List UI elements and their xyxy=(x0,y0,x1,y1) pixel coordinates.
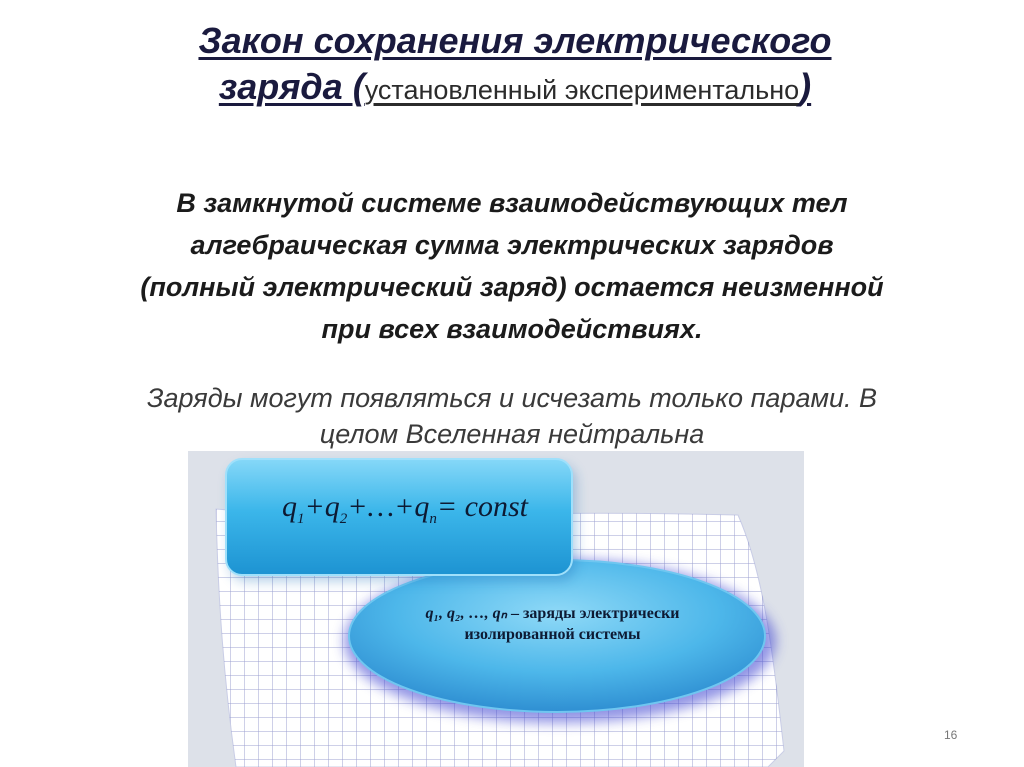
title-subtitle: установленный экспериментально xyxy=(364,75,800,105)
page-number: 16 xyxy=(944,728,958,742)
law-line-4: при всех взаимодействиях. xyxy=(321,314,703,344)
title-line-2-close: ) xyxy=(799,66,812,107)
law-line-1: В замкнутой системе взаимодействующих тел xyxy=(176,188,848,218)
title-line-1: Закон сохранения электрического xyxy=(198,20,832,61)
legend-line-1 xyxy=(380,603,725,624)
legend-symbols: q₁, q₂, …, qₙ xyxy=(425,605,507,622)
legend-line-1-rest: – заряды электрически xyxy=(507,605,680,622)
note-line-2: целом Вселенная нейтральна xyxy=(319,419,705,449)
slide-title xyxy=(40,18,990,113)
title-line-2 xyxy=(40,64,990,113)
law-line-2: алгебраическая сумма электрических зарядов xyxy=(190,230,834,260)
title-line-2-main: заряда ( xyxy=(218,66,365,107)
note-line-1: Заряды могут появляться и исчезать только парами. В xyxy=(146,383,878,413)
law-statement xyxy=(30,182,994,350)
law-line-3: (полный электрический заряд) остается неизменной xyxy=(140,272,884,302)
legend-text xyxy=(380,603,725,645)
formula: $q_1+q_2+\dots+q_n=$ const xyxy=(281,490,528,527)
note-text xyxy=(30,380,994,452)
legend-line-2: изолированной системы xyxy=(464,626,641,643)
